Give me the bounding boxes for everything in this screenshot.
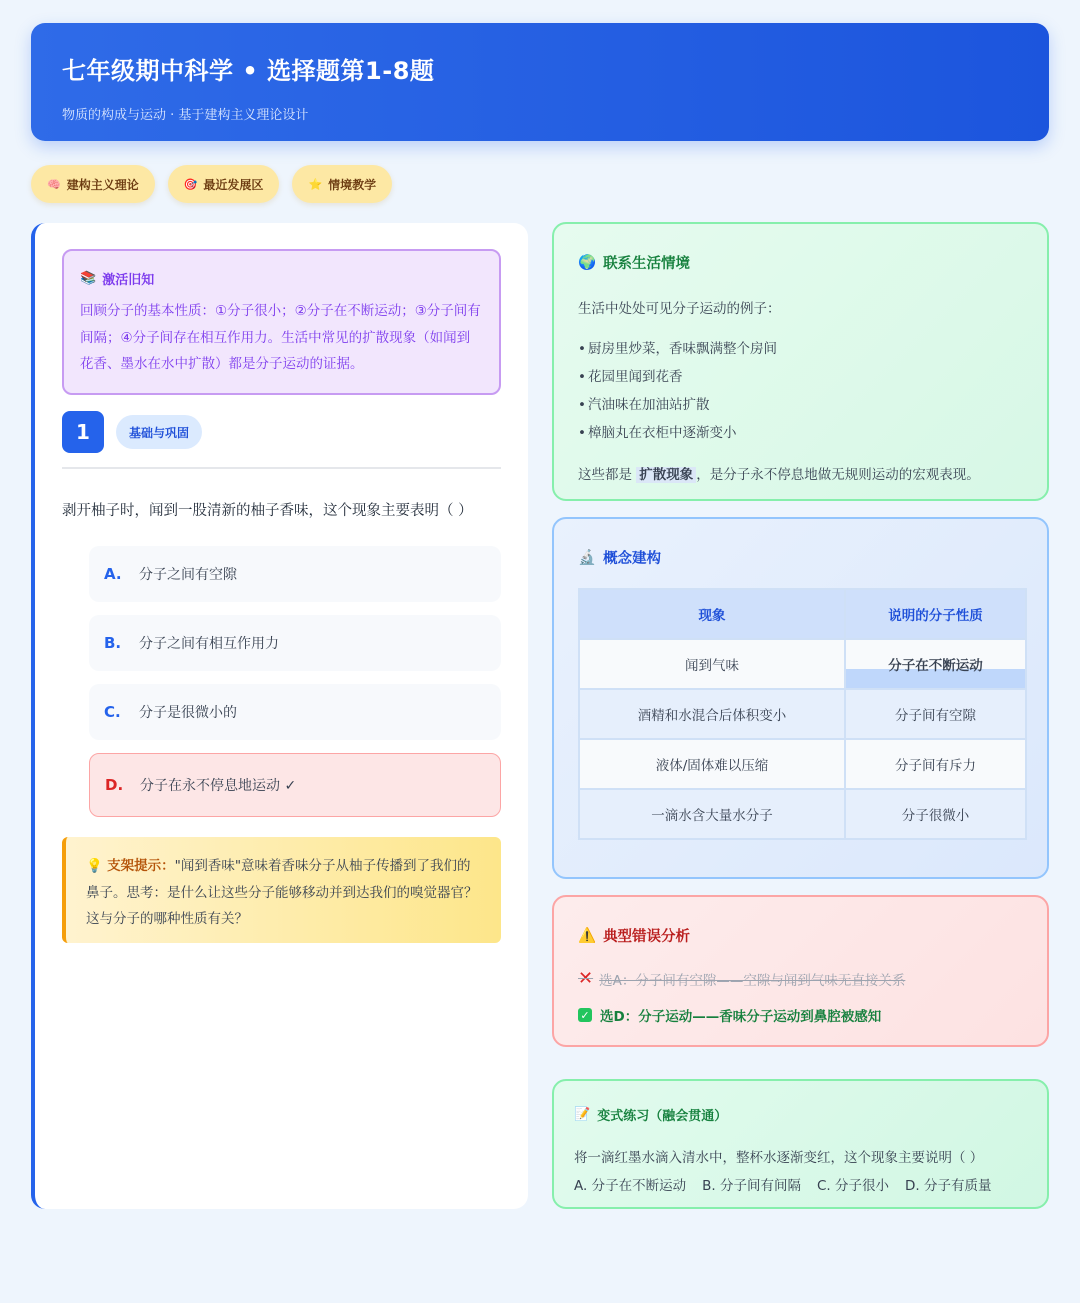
list-item: • 厨房里炒菜，香味飘满整个房间	[578, 335, 1023, 363]
summary-pre: 这些都是	[578, 467, 632, 483]
practice-card	[552, 1079, 1049, 1209]
check-icon: ✓	[578, 1008, 592, 1022]
tag-constructivism[interactable]	[31, 165, 155, 203]
option-b[interactable]	[89, 615, 501, 671]
activate-title	[80, 269, 483, 288]
option-list	[89, 546, 501, 817]
cell-phenomenon: 液体/固体难以压缩	[580, 740, 844, 788]
practice-option[interactable]: A. 分子在不断运动	[574, 1178, 687, 1194]
option-text: 分子在永不停息地运动 ✓	[140, 778, 297, 794]
concept-card	[552, 517, 1049, 879]
table-row	[580, 740, 1025, 788]
tag-label: 情境教学	[328, 177, 377, 192]
cell-property: 分子在不断运动	[846, 640, 1025, 688]
practice-option[interactable]: B. 分子间有间隔	[702, 1178, 801, 1194]
list-item: • 花园里闻到花香	[578, 363, 1023, 391]
concept-title	[578, 547, 1023, 568]
brain-icon: 🧠	[47, 177, 61, 191]
summary-keyword: 扩散现象	[636, 467, 696, 483]
option-text: 分子之间有相互作用力	[139, 636, 279, 652]
practice-title	[574, 1105, 1027, 1124]
practice-options	[574, 1174, 1027, 1194]
cell-phenomenon: 一滴水含大量水分子	[580, 790, 844, 838]
cell-phenomenon: 酒精和水混合后体积变小	[580, 690, 844, 738]
page-subtitle: 物质的构成与运动 · 基于建构主义理论设计	[62, 108, 309, 123]
right-choice	[578, 1005, 1023, 1025]
concept-title-text: 概念建构	[603, 551, 662, 567]
header-property: 说明的分子性质	[846, 590, 1025, 638]
question-panel	[31, 223, 528, 1209]
option-c[interactable]	[89, 684, 501, 740]
option-letter: C.	[104, 703, 121, 721]
table-header-row	[580, 590, 1025, 638]
life-context-card	[552, 222, 1049, 501]
question-header	[62, 411, 501, 469]
activate-title-text: 激活旧知	[102, 273, 155, 288]
table-row	[580, 690, 1025, 738]
error-title-text: 典型错误分析	[603, 929, 691, 945]
list-item: • 樟脑丸在衣柜中逐渐变小	[578, 419, 1023, 447]
scaffold-hint	[62, 837, 501, 943]
wrong-choice	[578, 968, 1023, 989]
right-choice-text: 选D：分子运动——香味分子运动到鼻腔被感知	[600, 1009, 882, 1025]
tag-zpd[interactable]	[168, 165, 280, 203]
life-title	[578, 252, 1023, 273]
practice-option[interactable]: D. 分子有质量	[904, 1178, 992, 1194]
lightbulb-icon: 💡	[86, 858, 103, 874]
life-example-list	[578, 335, 1023, 447]
page-header	[31, 23, 1049, 141]
question-text: 剥开柚子时，闻到一股清新的柚子香味，这个现象主要表明（ ）	[62, 503, 473, 519]
option-text: 分子是很微小的	[139, 705, 237, 721]
wrong-choice-text: 选A：分子间有空隙——空隙与闻到气味无直接关系	[599, 972, 906, 989]
star-icon: ⭐	[308, 177, 323, 191]
target-icon: 🎯	[183, 177, 198, 191]
tag-list	[31, 165, 392, 203]
question-level-badge: 基础与巩固	[116, 415, 202, 449]
microscope-icon: 🔬	[578, 550, 597, 566]
error-title	[578, 925, 1023, 946]
hint-text: "闻到香味"意味着香味分子从柚子传播到了我们的鼻子。思考：是什么让这些分子能够移动并到达我们的嗅觉器官？这与分子的哪种性质有关？	[86, 858, 478, 927]
tag-label: 最近发展区	[203, 177, 264, 192]
warning-icon: ⚠️	[578, 928, 597, 944]
option-a[interactable]	[89, 546, 501, 602]
tag-situational[interactable]	[292, 165, 392, 203]
header-phenomenon: 现象	[580, 590, 844, 638]
table-row	[580, 640, 1025, 688]
list-item: • 汽油味在加油站扩散	[578, 391, 1023, 419]
concept-table	[578, 588, 1027, 840]
life-intro: 生活中处处可见分子运动的例子：	[578, 301, 781, 317]
practice-option[interactable]: C. 分子很小	[816, 1178, 889, 1194]
summary-post: ，是分子永不停息地做无规则运动的宏观表现。	[696, 467, 980, 483]
activate-text: 回顾分子的基本性质：①分子很小；②分子在不断运动；③分子间有间隔；④分子间存在相互作用力。生活中常见的扩散现象（如闻到花香、墨水在水中扩散）都是分子运动的证据。	[80, 303, 481, 372]
option-letter: D.	[105, 776, 124, 794]
option-d-correct[interactable]	[89, 753, 501, 817]
globe-icon: 🌍	[578, 255, 597, 271]
cell-property: 分子很微小	[846, 790, 1025, 838]
tag-label: 建构主义理论	[66, 177, 139, 192]
option-letter: B.	[104, 634, 122, 652]
option-text: 分子之间有空隙	[139, 567, 237, 583]
cell-property: 分子间有斥力	[846, 740, 1025, 788]
question-number: 1	[62, 411, 104, 453]
practice-question: 将一滴红墨水滴入清水中，整杯水逐渐变红，这个现象主要说明（ ）	[574, 1150, 984, 1166]
practice-title-text: 变式练习（融会贯通）	[597, 1109, 728, 1124]
cross-icon: ✕	[578, 968, 594, 989]
cell-property: 分子间有空隙	[846, 690, 1025, 738]
life-title-text: 联系生活情境	[603, 256, 691, 272]
life-summary	[578, 463, 1023, 483]
cell-phenomenon: 闻到气味	[580, 640, 844, 688]
books-icon: 📚	[80, 271, 97, 286]
activate-prior-knowledge	[62, 249, 501, 395]
error-analysis-card	[552, 895, 1049, 1047]
memo-icon: 📝	[574, 1107, 591, 1122]
table-row	[580, 790, 1025, 838]
hint-label: 支架提示：	[107, 858, 175, 874]
page-title: 七年级期中科学 • 选择题第1-8题	[62, 57, 435, 85]
option-letter: A.	[104, 565, 122, 583]
